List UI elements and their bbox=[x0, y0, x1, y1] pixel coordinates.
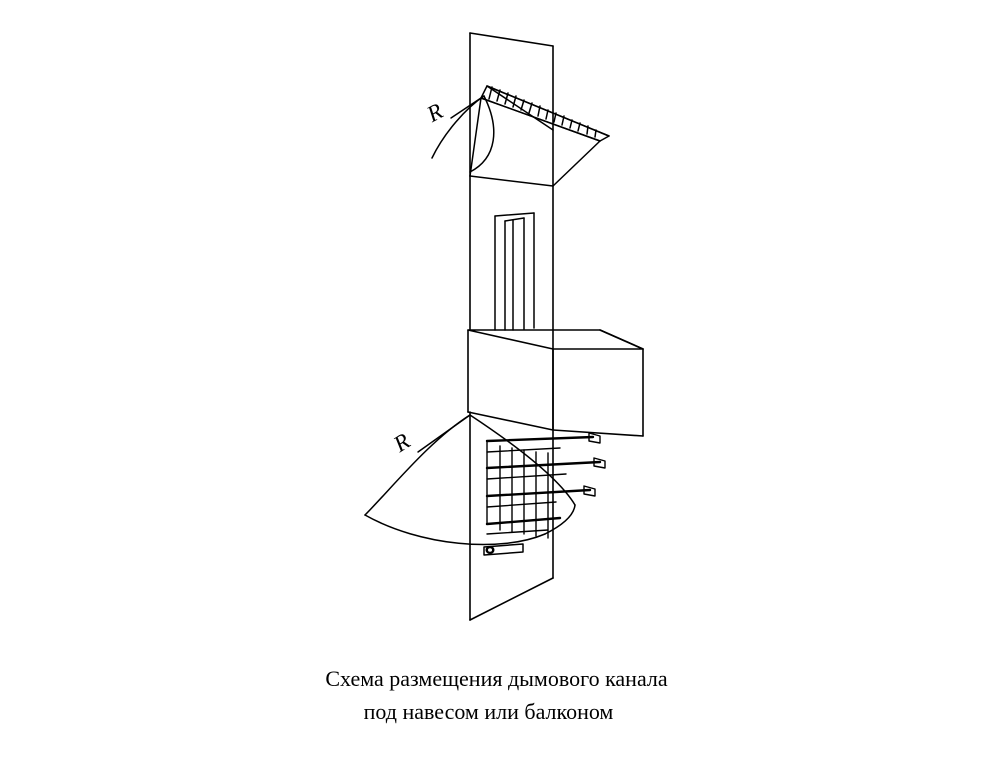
figure-caption-line-2: под навесом или балконом bbox=[363, 699, 614, 724]
vent-outlet bbox=[484, 544, 523, 555]
radius-arc-top bbox=[432, 96, 494, 172]
radius-label-top: R bbox=[422, 98, 447, 127]
canopy-balcony-slab bbox=[468, 330, 643, 436]
pipe-ribs bbox=[487, 437, 600, 524]
radius-label-bottom: R bbox=[389, 428, 415, 457]
figure-caption bbox=[0, 662, 993, 728]
chimney-duct bbox=[495, 213, 534, 330]
figure-caption-line-1: Схема размещения дымового канала bbox=[325, 666, 668, 691]
